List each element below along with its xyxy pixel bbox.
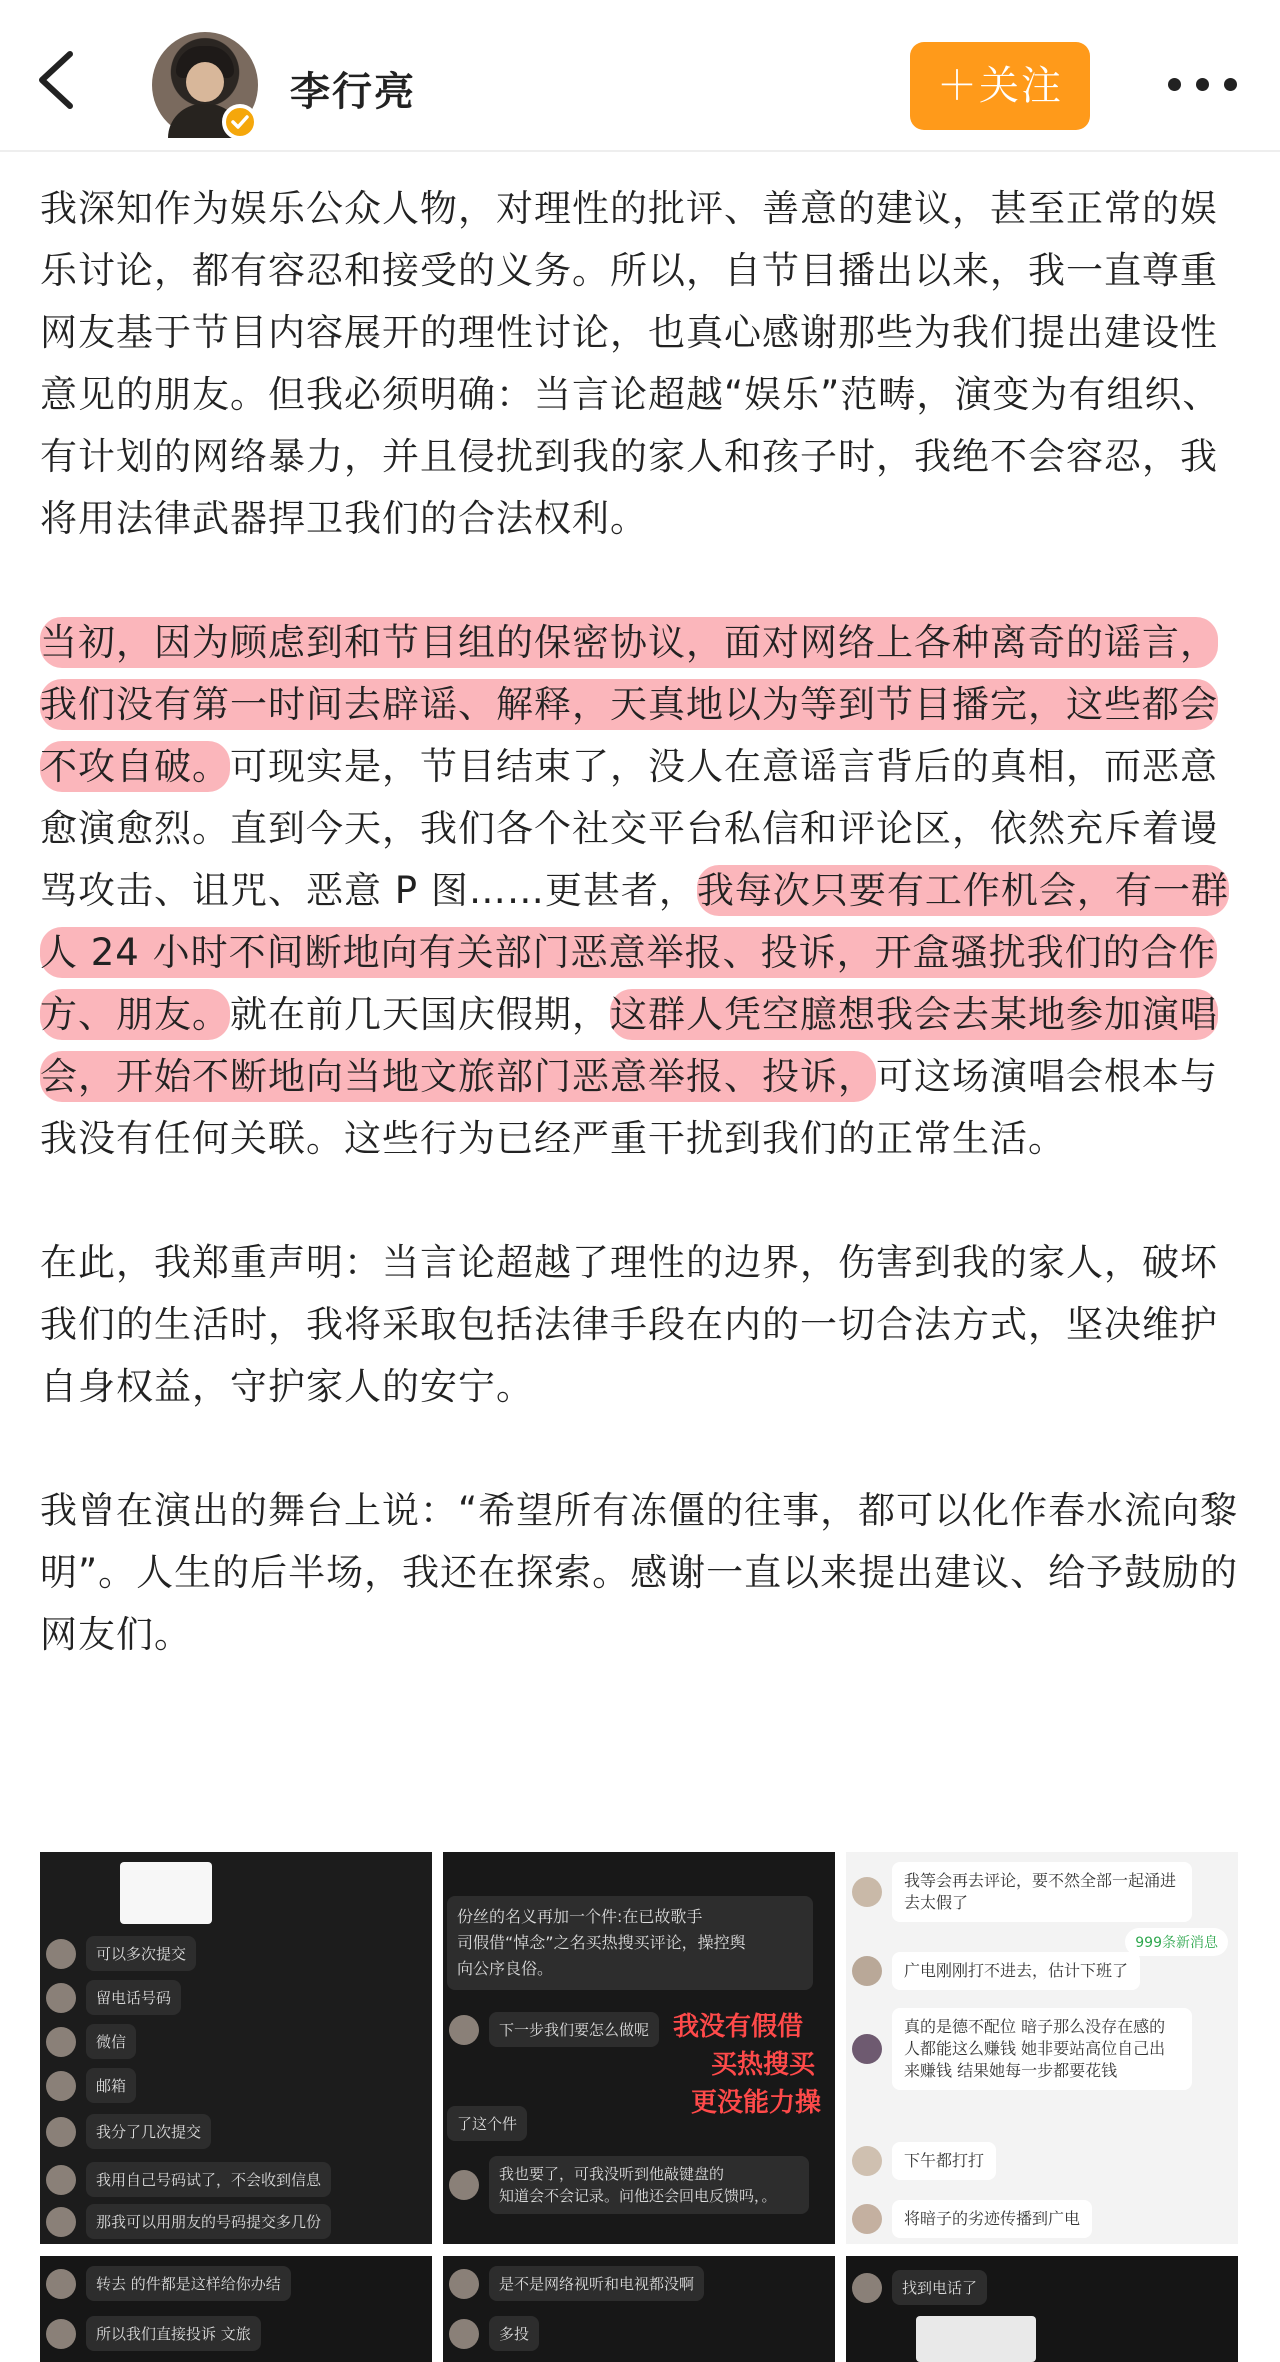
top-bar [0, 0, 1280, 152]
highlight-3: 这群人凭空臆想我会去某地参加演唱会，开始不断地向当地文旅部门恶意举报、投诉， [40, 989, 1218, 1102]
chat-message: 了这个件 [447, 2106, 527, 2141]
image-thumbnail-3[interactable] [846, 1852, 1238, 2244]
chat-message: 下午都打打 [892, 2142, 996, 2180]
chat-message: 真的是德不配位 暗子那么没存在感的人都能这么赚钱 她非要站高位自己出来赚钱 结果她每一步都要花钱 [892, 2008, 1192, 2090]
image-grid [40, 1852, 1240, 2362]
paragraph-1: 我深知作为娱乐公众人物，对理性的批评、善意的建议，甚至正常的娱乐讨论，都有容忍和接受的义务。所以，自节目播出以来，我一直尊重网友基于节目内容展开的理性讨论，也真心感谢那些为我们提出建设性意见的朋友。但我必须明确：当言论超越“娱乐”范畴，演变为有组织、有计划的网络暴力，并且侵扰到我的家人和孩子时，我绝不会容忍，我将用法律武器捍卫我们的合法权利。 [40, 187, 1221, 540]
chat-message: 份丝的名义再加一个件:在已故歌手 司假借“悼念”之名买热搜买评论，操控舆 向公序良俗。 [447, 1896, 813, 1990]
image-thumbnail-4[interactable] [40, 2256, 432, 2362]
chat-message: 我用自己号码试了，不会收到信息 [86, 2162, 331, 2197]
back-arrow-icon[interactable] [30, 48, 86, 112]
follow-button[interactable]: ＋关注 [910, 42, 1090, 130]
chat-message: 留电话号码 [86, 1980, 181, 2015]
verified-badge-icon [222, 104, 258, 140]
image-thumbnail-2[interactable] [443, 1852, 835, 2244]
paragraph-3: 在此，我郑重声明：当言论超越了理性的边界，伤害到我的家人，破坏我们的生活时，我将采取包括法律手段在内的一切合法方式，坚决维护自身权益，守护家人的安宁。 [40, 1241, 1218, 1408]
image-thumbnail-1[interactable] [40, 1852, 432, 2244]
highlight-1: 当初，因为顾虑到和节目组的保密协议，面对网络上各种离奇的谣言，我们没有第一时间去辟谣、解释，天真地以为等到节目播完，这些都会不攻自破。 [40, 617, 1218, 792]
image-thumbnail-6[interactable] [846, 2256, 1238, 2362]
chat-message: 可以多次提交 [86, 1936, 196, 1971]
paragraph-4: 我曾在演出的舞台上说：“希望所有冻僵的往事，都可以化作春水流向黎明”。人生的后半场，我还在探索。感谢一直以来提出建议、给予鼓励的网友们。 [40, 1489, 1239, 1656]
chat-message: 我也要了，可我没听到他敲键盘的 知道会不会记录。问他还会回电反馈吗，。 [489, 2156, 809, 2214]
chat-message: 是不是网络视听和电视都没啊 [489, 2266, 704, 2301]
highlight-2: 我每次只要有工作机会，有一群人 24 小时不间断地向有关部门恶意举报、投诉，开盒骚扰我们的合作方、朋友。 [40, 865, 1229, 1040]
chat-message: 我等会再去评论，要不然全部一起涌进去太假了 [892, 1862, 1192, 1922]
chat-message: 多投 [489, 2316, 539, 2351]
chat-message: 所以我们直接投诉 文旅 [86, 2316, 261, 2351]
user-name[interactable]: 李行亮 [290, 69, 416, 115]
red-caption-1: 我没有假借 [673, 2012, 804, 2042]
chat-message: 我分了几次提交 [86, 2114, 211, 2149]
screenshot-form-icon [120, 1862, 212, 1924]
paragraph-2 [40, 612, 1240, 1170]
paragraph-2-text-3: 可这场演唱会根本与我没有任何关联。这些行为已经严重干扰到我们的正常生活。 [40, 1055, 1218, 1160]
chat-message: 广电刚刚打不进去，估计下班了 [892, 1952, 1140, 1990]
chat-message: 将暗子的劣迹传播到广电 [892, 2200, 1092, 2238]
chat-message: 邮箱 [86, 2068, 136, 2103]
new-messages-badge: 999条新消息 [1125, 1928, 1228, 1956]
chat-message: 找到电话了 [892, 2270, 987, 2305]
post-body [40, 178, 1240, 1728]
more-options-icon[interactable] [1168, 76, 1238, 92]
screenshot-preview-icon [916, 2316, 1036, 2362]
paragraph-2-text-1: 可现实是，节目结束了，没人在意谣言背后的真相，而恶意愈演愈烈。直到今天，我们各个社交平台私信和评论区，依然充斥着谩骂攻击、诅咒、恶意 P 图……更甚者， [40, 745, 1218, 912]
image-thumbnail-5[interactable] [443, 2256, 835, 2362]
chat-message: 转去 的件都是这样给你办结 [86, 2266, 291, 2301]
chat-message: 微信 [86, 2024, 136, 2059]
paragraph-2-text-2: 就在前几天国庆假期， [230, 993, 610, 1036]
red-caption-3: 更没能力操 [691, 2088, 822, 2118]
chat-message: 下一步我们要怎么做呢 [489, 2012, 659, 2047]
red-caption-2: 买热搜买 [711, 2050, 816, 2080]
chat-message: 那我可以用朋友的号码提交多几份 [86, 2204, 331, 2239]
